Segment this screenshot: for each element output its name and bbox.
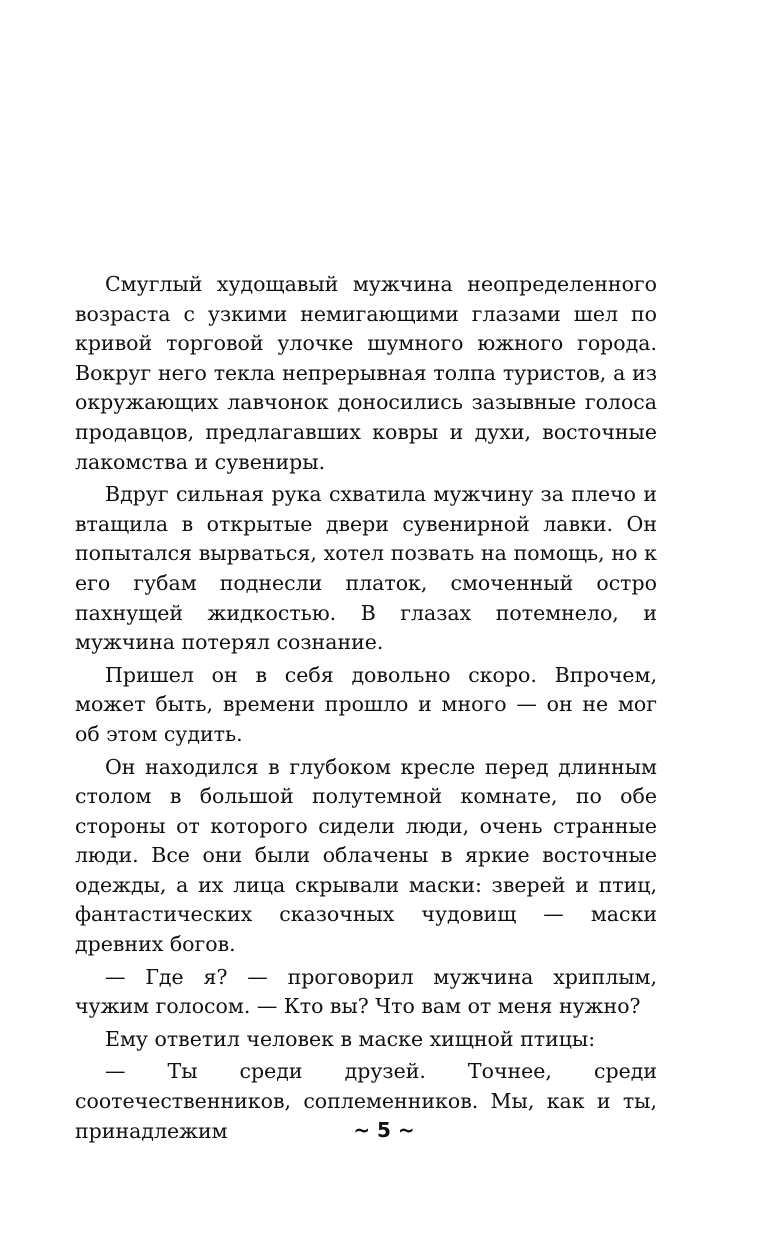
paragraph-6: Ему ответил человек в маске хищной птицы:	[105, 1026, 596, 1051]
page-number: ~ 5 ~	[353, 1118, 415, 1142]
body-text	[75, 270, 657, 1149]
paragraph-7: — Ты среди друзей. Точнее, среди соотечественников, соплеменников. Мы, как и ты, принадлежим	[75, 1059, 657, 1143]
paragraph-5: — Где я? — проговорил мужчина хриплым, чужим голосом. — Кто вы? Что вам от меня нужно?	[75, 964, 657, 1019]
paragraph-1: Смуглый худощавый мужчина неопределенного возраста с узкими немигающими глазами шел по кривой торговой улочке шумного южного города. Вокруг него текла непрерывная толпа туристов, а из окружающих лавчонок доносились зазывные голоса продавцов, предлагавших ковры и духи, восточные лакомства и сувениры.	[75, 272, 657, 474]
paragraph-4: Он находился в глубоком кресле перед длинным столом в большой полутемной комнате, по обе стороны от которого сидели люди, очень странные люди. Все они были облачены в яркие восточные одежды, а их лица скрывали маски: зверей и птиц, фантастических сказочных чудовищ — маски древних богов.	[75, 754, 657, 957]
paragraph-3: Пришел он в себя довольно скоро. Впрочем, может быть, времени прошло и много — он не мог об этом судить.	[75, 662, 657, 746]
paragraph-2: Вдруг сильная рука схватила мужчину за плечо и втащила в открытые двери сувенирной лавки. Он попытался вырваться, хотел позвать на помощь, но к его губам поднесли платок, смоченный остро пахнущей жидкостью. В глазах потемнело, и мужчина потерял сознание.	[75, 482, 657, 655]
